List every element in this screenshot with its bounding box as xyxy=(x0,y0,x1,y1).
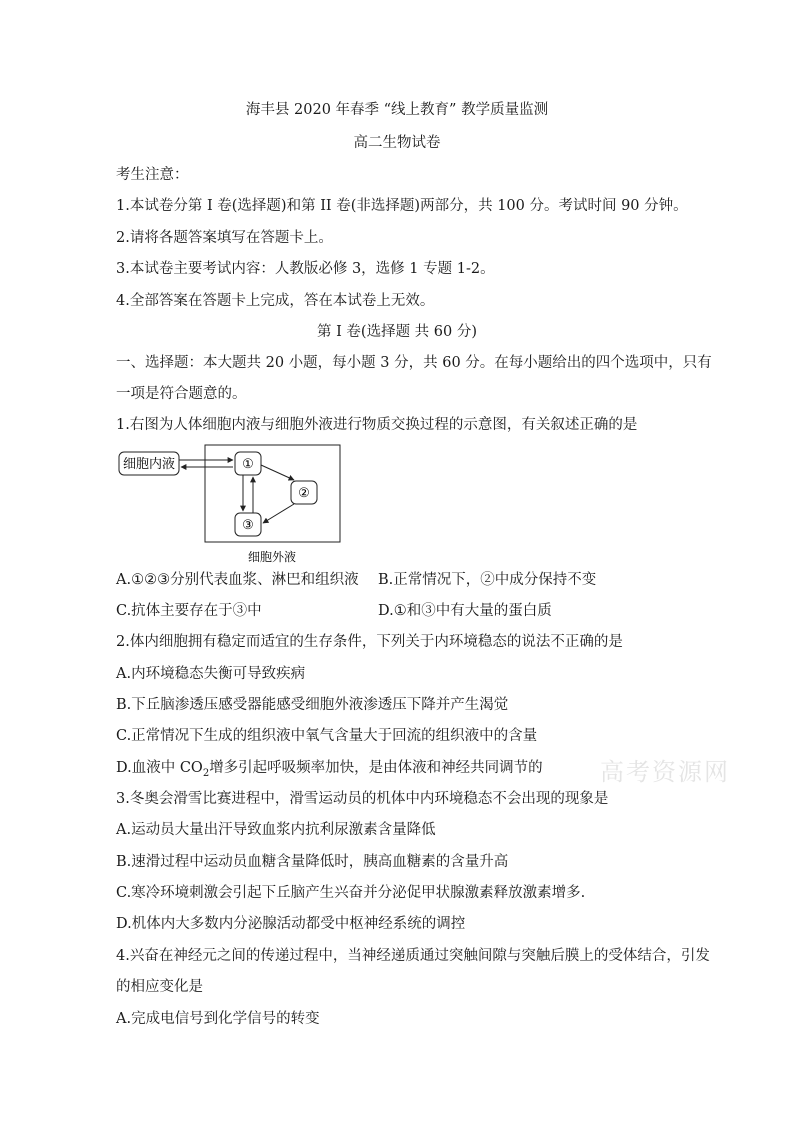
question-3-stem: 3.冬奥会滑雪比赛进程中，滑雪运动员的机体中内环境稳态不会出现的现象是 xyxy=(116,791,609,807)
q3-option-d: D.机体内大多数内分泌腺活动都受中枢神经系统的调控 xyxy=(116,916,466,932)
q4-option-a: A.完成电信号到化学信号的转变 xyxy=(116,1011,320,1027)
q2-option-d-sub: 2 xyxy=(202,767,210,779)
watermark: 高考资源网 xyxy=(600,758,730,786)
q2-option-d-post: 增多引起呼吸频率加快，是由体液和神经共同调节的 xyxy=(209,760,543,776)
arrow-1-to-2 xyxy=(261,465,294,480)
q2-option-b: B.下丘脑渗透压感受器能感受细胞外液渗透压下降并产生渴觉 xyxy=(116,697,509,713)
q3-option-b: B.速滑过程中运动员血糖含量降低时，胰高血糖素的含量升高 xyxy=(116,854,509,870)
section-title: 第 I 卷(选择题 共 60 分) xyxy=(316,324,478,340)
notice-heading: 考生注意： xyxy=(116,167,189,183)
q2-option-d xyxy=(116,758,543,784)
q2-option-d-pre: D.血液中 CO xyxy=(116,760,203,776)
node-3-label: ③ xyxy=(242,518,254,533)
arrow-2-to-3 xyxy=(263,504,294,523)
q1-option-d: D.①和③中有大量的蛋白质 xyxy=(378,603,552,619)
node-1-label: ① xyxy=(242,457,254,472)
q2-option-c: C.正常情况下生成的组织液中氧气含量大于回流的组织液中的含量 xyxy=(116,728,538,744)
fluid-exchange-diagram xyxy=(116,443,346,568)
notice-item: 2.请将各题答案填写在答题卡上。 xyxy=(116,230,333,246)
exam-subtitle: 高二生物试卷 xyxy=(353,135,441,151)
question-4-stem: 4.兴奋在神经元之间的传递过程中，当神经递质通过突触间隙与突触后膜上的受体结合，引发 xyxy=(116,948,710,964)
q2-option-a: A.内环境稳态失衡可导致疾病 xyxy=(116,666,306,682)
q3-option-a: A.运动员大量出汗导致血浆内抗利尿激素含量降低 xyxy=(116,822,436,838)
intracellular-label: 细胞内液 xyxy=(122,457,176,472)
section-intro: 一、选择题：本大题共 20 小题，每小题 3 分，共 60 分。在每小题给出的四个选项中，只有 xyxy=(116,355,712,371)
q1-option-b: B.正常情况下，②中成分保持不变 xyxy=(378,572,597,588)
q1-option-a: A.①②③分别代表血浆、淋巴和组织液 xyxy=(116,572,359,588)
question-1-stem: 1.右图为人体细胞内液与细胞外液进行物质交换过程的示意图，有关叙述正确的是 xyxy=(116,417,638,433)
notice-item: 3.本试卷主要考试内容：人教版必修 3，选修 1 专题 1-2。 xyxy=(116,261,495,277)
question-4-stem-cont: 的相应变化是 xyxy=(116,979,203,995)
section-intro: 一项是符合题意的。 xyxy=(116,386,247,402)
q1-option-c: C.抗体主要存在于③中 xyxy=(116,603,262,619)
exam-title: 海丰县 2020 年春季 “线上教育” 教学质量监测 xyxy=(245,102,549,118)
node-2-label: ② xyxy=(298,486,310,501)
q3-option-c: C.寒冷环境刺激会引起下丘脑产生兴奋并分泌促甲状腺激素释放激素增多. xyxy=(116,885,586,901)
notice-item: 4.全部答案在答题卡上完成，答在本试卷上无效。 xyxy=(116,293,435,309)
extracellular-label: 细胞外液 xyxy=(247,550,297,564)
notice-item: 1.本试卷分第 I 卷(选择题)和第 II 卷(非选择题)两部分，共 100 分。考试时间 90 分钟。 xyxy=(116,198,688,214)
question-2-stem: 2.体内细胞拥有稳定而适宜的生存条件，下列关于内环境稳态的说法不正确的是 xyxy=(116,634,623,650)
